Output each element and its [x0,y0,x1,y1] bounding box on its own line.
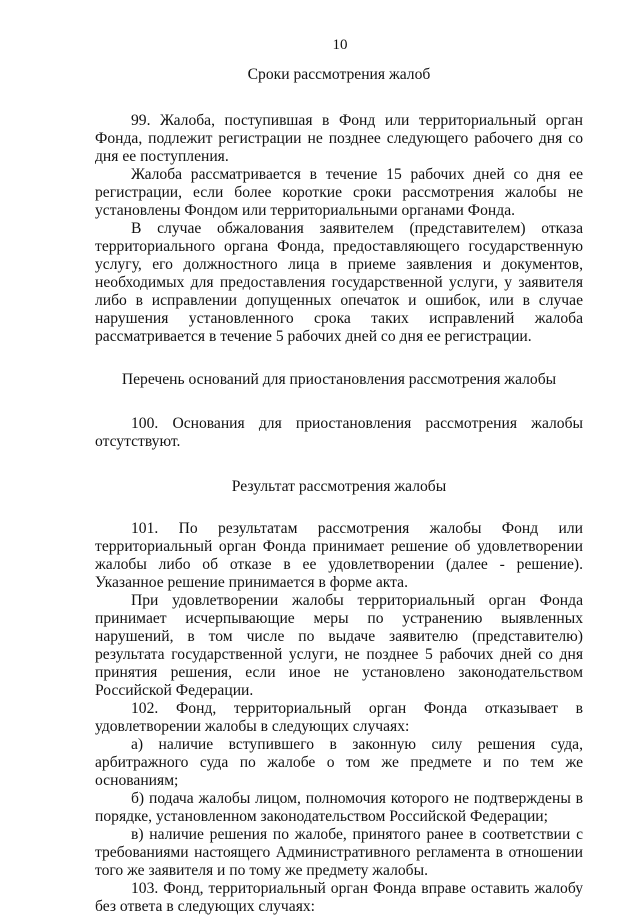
paragraph: а) наличие вступившего в законную силу решения суда, арбитражного суда по жалобе о том же предмете и по тем же основаниям; [95,736,583,789]
paragraph: в) наличие решения по жалобе, принятого ранее в соответствии с требованиями настоящего Административного регламента в отношении того же заявителя и по тому же предмету жалобы. [95,826,583,879]
paragraph: При удовлетворении жалобы территориальный орган Фонда принимает исчерпывающие меры по устранению выявленных нарушений, в том числе по выдаче заявителю (представителю) результата государственной услуги, не позднее 5 рабочих дней со дня принятия решения, если иное не установлено законодательством Российской Федерации. [95,592,583,699]
paragraph: 102. Фонд, территориальный орган Фонда отказывает в удовлетворении жалобы в следующих случаях: [95,700,583,735]
section-heading: Результат рассмотрения жалобы [231,478,447,495]
paragraph: 99. Жалоба, поступившая в Фонд или территориальный орган Фонда, подлежит регистрации не позднее следующего рабочего дня со дня ее поступления. [95,112,583,165]
section-heading: Сроки рассмотрения жалоб [247,66,431,83]
paragraph: 101. По результатам рассмотрения жалобы Фонд или территориальный орган Фонда принимает решение об удовлетворении жалобы либо об отказе в ее удовлетворении (далее - решение). Указанное решение принимается в форме акта. [95,520,583,591]
paragraph: 100. Основания для приостановления рассмотрения жалобы отсутствуют. [95,415,583,450]
paragraph: 103. Фонд, территориальный орган Фонда вправе оставить жалобу без ответа в следующих случаях: [95,880,583,915]
page-number: 10 [332,37,348,53]
document-body [95,66,583,916]
section-heading: Перечень оснований для приостановления рассмотрения жалобы [121,371,557,388]
paragraph: В случае обжалования заявителем (представителем) отказа территориального органа Фонда, предоставляющего государственную услугу, его должностного лица в приеме заявления и документов, необходимых для предоставления государственной услуги, у заявителя либо в исправлении допущенных опечаток и ошибок, или в случае нарушения установленного срока таких исправлений жалоба рассматривается в течение 5 рабочих дней со дня ее регистрации. [95,220,583,345]
paragraph: Жалоба рассматривается в течение 15 рабочих дней со дня ее регистрации, если более короткие сроки рассмотрения жалобы не установлены Фондом или территориальными органами Фонда. [95,166,583,219]
paragraph: б) подача жалобы лицом, полномочия которого не подтверждены в порядке, установленном законодательством Российской Федерации; [95,790,583,825]
